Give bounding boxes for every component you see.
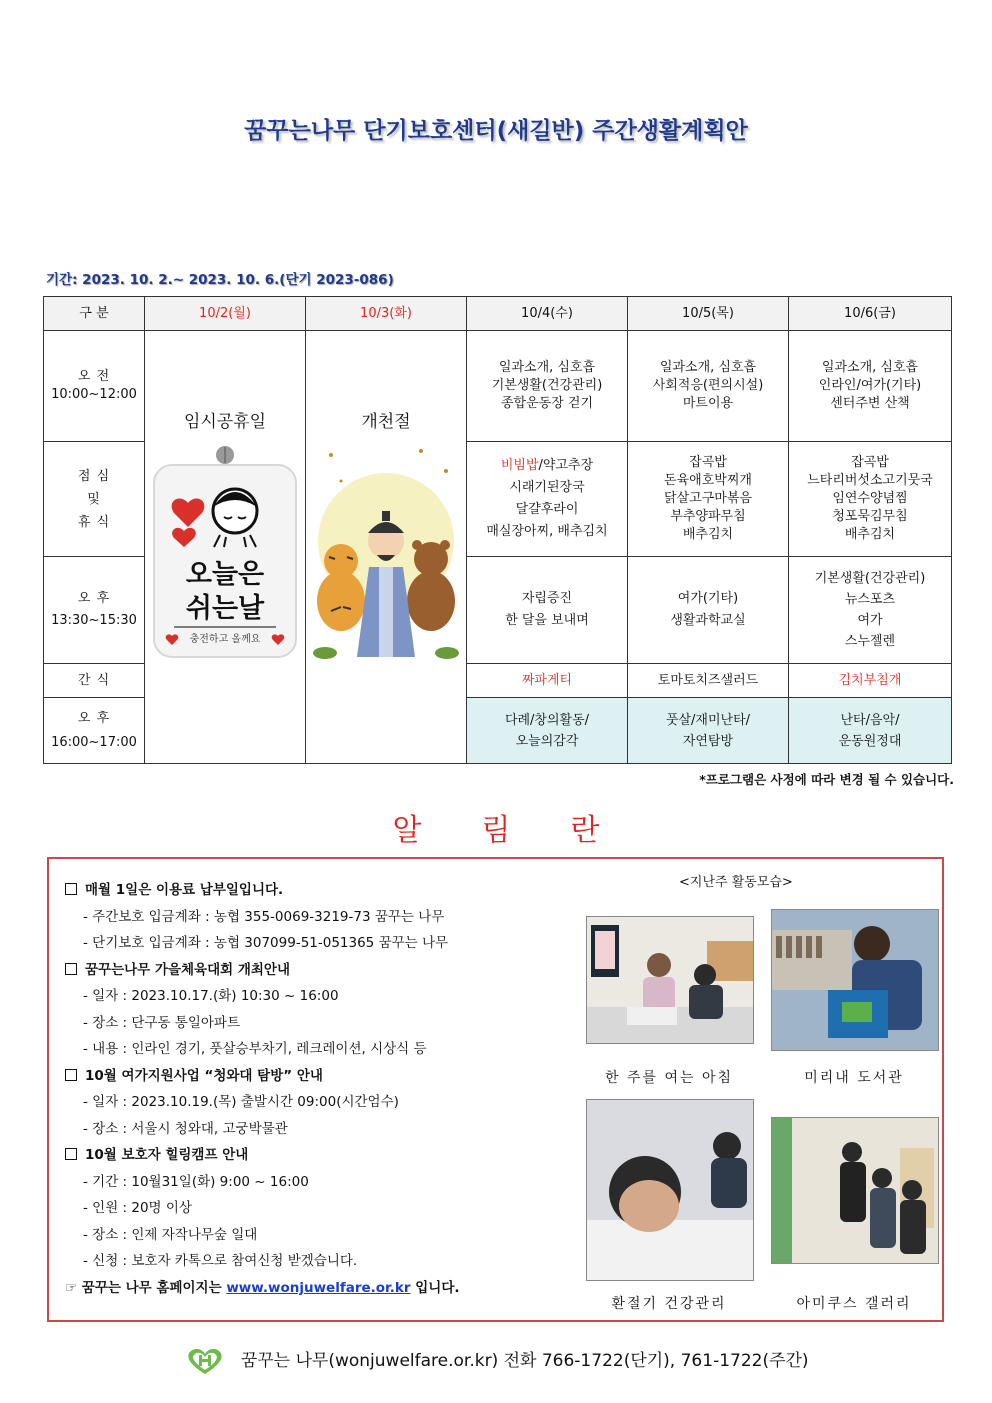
notice-title: 알림란 [392, 813, 660, 848]
holiday-mon-label: 임시공휴일 [183, 412, 267, 432]
rest-sign-line2: 쉬는날 [185, 593, 265, 624]
notice-heading: 10월 보호자 힐링캠프 안내 [65, 1142, 585, 1169]
photo-health [586, 1099, 754, 1281]
footer-text: 꿈꾸는 나무(wonjuwelfare.or.kr) 전화 766-1722(단기), 761-1722(주간) [240, 1351, 809, 1371]
header-fri: 10/6(금) [789, 297, 952, 331]
notice-heading: 10월 여가지원사업 “청와대 탐방” 안내 [65, 1063, 585, 1090]
dreaming-tree-logo-icon [183, 1346, 227, 1376]
photo-library [771, 909, 939, 1051]
thu-late: 풋살/재미난타/ 자연탐방 [628, 698, 789, 764]
wed-morning: 일과소개, 심호흡 기본생활(건강관리) 종합운동장 걷기 [467, 331, 628, 442]
caption-health: 환절기 건강관리 [611, 1296, 727, 1312]
page-title: 꿈꾸는나무 단기보호센터(새길반) 주간생활계획안 [244, 118, 748, 144]
header-tue: 10/3(화) [306, 297, 467, 331]
header-category: 구 분 [44, 297, 145, 331]
thu-lunch: 잡곡밥 돈육애호박찌개 닭살고구마볶음 부추양파무침 배추김치 [628, 442, 789, 557]
notice-item: - 일자 : 2023.10.17.(화) 10:30 ~ 16:00 [83, 988, 339, 1004]
homepage-line: ☞ 꿈꾸는 나무 홈페이지는 www.wonjuwelfare.or.kr 입니다. [65, 1279, 460, 1296]
checkbox-icon [65, 1148, 77, 1160]
photo-gallery [771, 1117, 939, 1264]
caption-morning: 한 주를 여는 아침 [604, 1070, 734, 1086]
wed-late: 다례/창의활동/ 오늘의감각 [467, 698, 628, 764]
weekly-schedule-table [43, 296, 952, 764]
notice-item: - 인원 : 20명 이상 [83, 1200, 192, 1216]
period-label: 기간: 2023. 10. 2.~ 2023. 10. 6.(단기 2023-086) [46, 272, 394, 288]
footer [0, 1346, 992, 1376]
header-thu: 10/5(목) [628, 297, 789, 331]
morning-label: 오 전 10:00~12:00 [44, 331, 145, 442]
photo-morning [586, 916, 754, 1044]
notice-box [47, 857, 944, 1322]
rest-sign-line1: 오늘은 [185, 559, 265, 590]
header-row [44, 297, 952, 331]
notice-item: - 일자 : 2023.10.19.(목) 출발시간 09:00(시간엄수) [83, 1094, 399, 1110]
rest-day-sign-icon [150, 441, 300, 661]
thu-afternoon: 여가(기타) 생활과학교실 [628, 557, 789, 664]
rest-sign-sub: 충전하고 올께요 [189, 634, 261, 645]
notice-list [65, 877, 585, 1301]
fri-late: 난타/음악/ 운동원정대 [789, 698, 952, 764]
snack-label: 간 식 [44, 664, 145, 698]
schedule-note: *프로그램은 사정에 따라 변경 될 수 있습니다. [699, 772, 954, 787]
fri-afternoon: 기본생활(건강관리) 뉴스포츠 여가 스누젤렌 [789, 557, 952, 664]
fri-lunch: 잡곡밥 느타리버섯소고기뭇국 임연수양념찜 청포묵김무침 배추김치 [789, 442, 952, 557]
header-wed: 10/4(수) [467, 297, 628, 331]
lunch-label: 점 심 및 휴 식 [44, 442, 145, 557]
checkbox-icon [65, 1069, 77, 1081]
dangun-tiger-bear-icon [311, 441, 461, 669]
fri-snack: 김치부침개 [789, 664, 952, 698]
wed-afternoon: 자립증진 한 달을 보내며 [467, 557, 628, 664]
afternoon-label: 오 후 13:30~15:30 [44, 557, 145, 664]
checkbox-icon [65, 963, 77, 975]
notice-item: - 장소 : 서울시 청와대, 고궁박물관 [83, 1120, 288, 1137]
thu-morning: 일과소개, 심호흡 사회적응(편의시설) 마트이용 [628, 331, 789, 442]
notice-item: - 장소 : 단구동 통일아파트 [83, 1014, 240, 1031]
notice-item: - 내용 : 인라인 경기, 풋살승부차기, 레크레이션, 시상식 등 [83, 1041, 427, 1057]
photos-title: <지난주 활동모습> [679, 875, 793, 890]
notice-item: - 장소 : 인제 자작나무숲 일대 [83, 1226, 258, 1243]
notice-item: - 기간 : 10월31일(화) 9:00 ~ 16:00 [83, 1173, 309, 1190]
notice-heading: 매월 1일은 이용료 납부일입니다. [65, 877, 585, 904]
wed-lunch: 비빔밥/약고추장 시래기된장국 달걀후라이 매실장아찌, 배추김치 [467, 442, 628, 557]
wed-snack: 짜파게티 [467, 664, 628, 698]
fri-morning: 일과소개, 심호흡 인라인/여가(기타) 센터주변 산책 [789, 331, 952, 442]
notice-item: - 단기보호 입금계좌 : 농협 307099-51-051365 꿈꾸는 나무 [83, 935, 449, 951]
late-label: 오 후 16:00~17:00 [44, 698, 145, 764]
morning-row [44, 331, 952, 442]
holiday-mon [145, 331, 306, 764]
homepage-link[interactable]: www.wonjuwelfare.or.kr [226, 1279, 411, 1296]
header-mon: 10/2(월) [145, 297, 306, 331]
holiday-tue-label: 개천절 [361, 412, 411, 432]
caption-library: 미리내 도서관 [804, 1070, 904, 1086]
notice-item: - 신청 : 보호자 카톡으로 참여신청 받겠습니다. [83, 1253, 358, 1269]
notice-heading: 꿈꾸는나무 가을체육대회 개최안내 [65, 957, 585, 984]
holiday-tue [306, 331, 467, 764]
caption-gallery: 아미쿠스 갤러리 [796, 1296, 912, 1312]
thu-snack: 토마토치즈샐러드 [628, 664, 789, 698]
notice-item: - 주간보호 입금계좌 : 농협 355-0069-3219-73 꿈꾸는 나무 [83, 908, 445, 925]
checkbox-icon [65, 883, 77, 895]
